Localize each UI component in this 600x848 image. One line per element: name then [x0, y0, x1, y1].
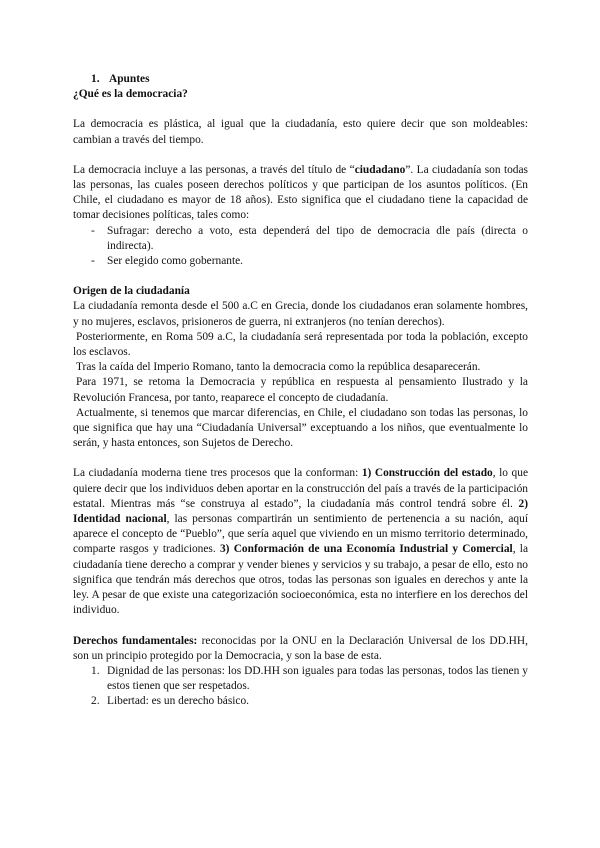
- document-page: [73, 72, 528, 710]
- section-number: 1.: [91, 73, 100, 85]
- origin-line: La ciudadanía remonta desde el 500 a.C en Grecia, donde los ciudadanos eran solamente hombres, y no mujeres, esclavos, prisioneros de guerra, ni extranjeros (no tenían derechos).: [73, 300, 528, 328]
- process-2-title: 2) Identidad nacional: [73, 497, 528, 526]
- list-item: - Ser elegido como gobernante.: [91, 254, 528, 269]
- paragraph-fundamental-rights: Derechos fundamentales: reconocidas por la ONU en la Declaración Universal de los DD.HH, son un principio protegido por la Democracia, y son la base de esta.: [73, 634, 528, 662]
- citizen-term: ciudadano: [354, 163, 406, 176]
- origin-heading: Origen de la ciudadanía: [73, 285, 190, 298]
- rights-heading: Derechos fundamentales:: [73, 634, 198, 647]
- list-item: - Sufragar: derecho a voto, esta dependerá del tipo de democracia dle país (directa o indirecta).: [91, 224, 528, 254]
- rights-list: [73, 664, 528, 710]
- political-rights-list: [73, 224, 528, 270]
- process-1-title: 1) Construcción del estado: [361, 467, 493, 480]
- section-heading: [91, 72, 528, 87]
- section-title: Apuntes: [109, 73, 150, 85]
- paragraph-plasticity: La democracia es plástica, al igual que la ciudadanía, esto quiere decir que son moldeables: cambian a través del tiempo.: [73, 118, 528, 146]
- process-3-title: 3) Conformación de una Economía Industrial y Comercial: [219, 543, 513, 556]
- origin-line: Posteriormente, en Roma 509 a.C, la ciudadanía será representada por toda la población, excepto los esclavos.: [73, 330, 528, 359]
- origin-line: Tras la caída del Imperio Romano, tanto la democracia como la república desaparecerán.: [76, 361, 481, 374]
- paragraph-citizen: La democracia incluye a las personas, a través del título de “ciudadano”. La ciudadanía son todas las personas, las cuales poseen derechos políticos y que participan de los asuntos políticos. (En Chile, el ciudadano es mayor de 18 años). Esto significa que el ciudadano tiene la capacidad de tomar decisiones políticas, tales como:: [73, 163, 528, 222]
- list-item: 1. Dignidad de las personas: los DD.HH son iguales para todas las personas, todos las tienen y estos tienen que ser respetados.: [91, 664, 528, 693]
- origin-line: Para 1971, se retoma la Democracia y república en respuesta al pensamiento Ilustrado y la Revolución Francesa, por tanto, reaparece el concepto de ciudadanía.: [73, 376, 528, 404]
- question-heading: ¿Qué es la democracia?: [73, 88, 188, 101]
- paragraph-modern-citizenship: La ciudadanía moderna tiene tres procesos que la conforman: 1) Construcción del estado, lo que quiere decir que los individuos deben aportar en la construcción del país a través de la participación estatal. Mientras más “se construya al estado”, la ciudadanía más control tendrá sobre él. 2) Identidad nacional, las personas compartirán un sentimiento de pertenencia a su nación, aquí aparece el concepto de “Pueblo”, que sería aquel que viviendo en un mismo territorio determinado, comparte rasgos y tradiciones. 3) Conformación de una Economía Industrial y Comercial, la ciudadanía tiene derecho a comprar y vender bienes y servicios y su trabajo, a pesar de ello, esto no significa que tendrán más derechos que otros, todas las personas son iguales en derechos y ante la ley. A pesar de que existe una categorización socioeconómica, esta no interfiere en los derechos del individuo.: [73, 467, 529, 617]
- list-item: 2. Libertad: es un derecho básico.: [91, 695, 250, 708]
- origin-line: Actualmente, si tenemos que marcar diferencias, en Chile, el ciudadano son todas las personas, lo que significa que hay una “Ciudadanía Universal” exceptuando a los niños, que eventualmente lo serán, y hasta entonces, son Sujetos de Derecho.: [73, 406, 528, 450]
